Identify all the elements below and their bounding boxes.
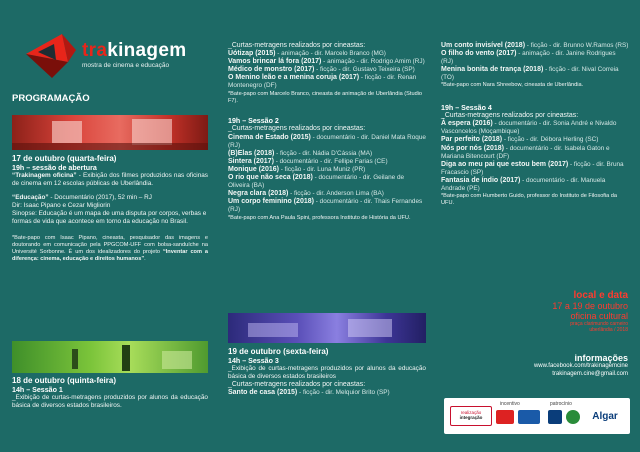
brand-tagline: mostra de cinema e educação: [82, 62, 170, 69]
col2-curtas-heading-3: _Curtas-metragens realizados por cineastas:: [228, 381, 366, 389]
col2-top-block: [228, 42, 426, 222]
photo-green-outdoor: [12, 341, 208, 373]
local-dates: 17 a 19 de outubro: [552, 301, 628, 311]
list-item: Menina bonita de trança (2018) - ficção - dir. Nival Correia (TO): [441, 66, 619, 82]
sponsor-logo-1: [548, 410, 562, 424]
brand-name: trakinagem: [82, 40, 187, 61]
list-item: Negra clara (2018) - ficção - dir. Anderson Lima (BA): [228, 190, 384, 198]
day1-session: 19h – sessão de abertura: [12, 163, 97, 172]
day3-block: [228, 348, 426, 397]
day2-text: _Exibição de curtas-metragens produzidos por alunos da educação básica de diversos estados brasileiros.: [12, 394, 208, 410]
day2-session: 14h – Sessão 1: [12, 385, 63, 394]
list-item: À espera (2016) - documentário - dir. Sonia André e Nivaldo Vasconcelos (Moçambique): [441, 120, 617, 136]
list-item: Sintera (2017) - documentário - dir. Fellipe Farias (CE): [228, 157, 388, 165]
incentive-logo-1: [496, 410, 514, 424]
list-item: O filho do vento (2017) - animação - dir. Janine Rodrigues (RJ): [441, 50, 616, 66]
day3-date: 19 de outubro (sexta-feira): [228, 347, 329, 356]
day1-date: 17 de outubro (quarta-feira): [12, 154, 117, 163]
photo-red-interior: [12, 115, 208, 150]
day1-item2-synopsis: Sinopse: Educação é um mapa de uma disputa por corpos, verbas e formas de vida que acontece em torno da educação no Brasil.: [12, 210, 207, 226]
info-email-link[interactable]: trakinagem.cine@gmail.com: [552, 370, 628, 377]
incentive-logo-2: [518, 410, 540, 424]
col3-top-block: [441, 42, 629, 208]
list-item: Um corpo feminino (2018) - documentário - dir. Thais Fernandes (RJ): [228, 198, 423, 214]
local-city: uberlândia / 2018: [589, 327, 628, 333]
day3-session: 14h – Sessão 3: [228, 356, 279, 365]
list-item: Um conto invisível (2018) - ficção - dir. Brunno W.Ramos (RS): [441, 42, 629, 49]
col2-session2: 19h – Sessão 2: [228, 116, 279, 125]
day2-date: 18 de outubro (quinta-feira): [12, 376, 116, 385]
col3-note1: *Bate-papo com Nara Shreebow, cineasta de Uberlândia.: [441, 82, 584, 89]
list-item: Par perfeito (2018) - ficção - dir. Débora Herling (SC): [441, 136, 599, 144]
info-block: [480, 353, 628, 378]
day3-text: _Exibição de curtas-metragens produzidos por alunos da educação básica de diversos estados brasileiros: [228, 365, 426, 381]
day1-block: [12, 155, 208, 263]
list-item: O rio que não seca (2018) - documentário - dir. Geilane de Oliveira (BA): [228, 174, 405, 190]
list-item: Vamos brincar lá fora (2017) - animação - dir. Rodrigo Amim (RJ): [228, 58, 425, 66]
info-heading: informações: [574, 353, 628, 363]
day1-item2: “Educação” - Documentário (2017), 52 min – RJ: [12, 194, 152, 202]
algar-logo: Algar: [592, 411, 618, 422]
local-address: praça clarimundo carneiro: [570, 321, 628, 327]
col2-curtas-heading-2: _Curtas-metragens realizados por cineastas:: [228, 125, 366, 133]
incentivo-label: incentivo: [500, 401, 520, 407]
info-facebook-link[interactable]: www.facebook.com/trakinagemcine: [533, 363, 628, 369]
patrocinio-label: patrocínio: [550, 401, 572, 407]
day1-item1: “Trakinagem oficina” - Exibição dos filmes produzidos nas oficinas de cinema em 12 escolas públicas de Uberlândia.: [12, 172, 208, 188]
trakinagem-logo-icon: [24, 32, 78, 80]
col2-curtas-heading: _Curtas-metragens realizados por cineastas:: [228, 42, 366, 49]
programacao-heading: PROGRAMAÇÃO: [12, 93, 90, 104]
list-item: Nós por nós (2018) - documentário - dir. Isabela Gaton e Mariana Bitencourt (DF): [441, 144, 610, 160]
day1-note: *Bate-papo com Isaac Pipano, cineasta, pesquisador das imagens e doutorando em comunicação pela PPGCOM-UFF com bolsa-sanduíche na Université Sorbonne. É um dos idealizadores do projeto “Inventar com a diferença: cinema, educação e direitos humanos”.: [12, 234, 208, 263]
list-item: Santo de casa (2015) - ficção - dir. Melquior Brito (SP): [228, 389, 390, 397]
col3-session4: 19h – Sessão 4: [441, 103, 492, 112]
local-heading: local e data: [573, 290, 628, 301]
col2-list1: [228, 50, 426, 90]
local-data-block: [500, 290, 628, 333]
list-item: Médico de monstro (2017) - ficção - dir. Gustavo Teixeira (SP): [228, 66, 415, 74]
list-item: O Menino leão e a menina coruja (2017) - ficção - dir. Renan Montenegro (DF): [228, 74, 417, 90]
day2-block: [12, 377, 208, 410]
list-item: (B)Elas (2018) - ficção - dir. Nádia D'Cássia (MA): [228, 149, 373, 157]
list-item: Diga ao meu pai que estou bem (2017) - ficção - dir. Bruna Fracascio (SP): [441, 160, 624, 176]
col3-note2: *Bate-papo com Humberto Guido, professor do Instituto de Filosofia da UFU.: [441, 193, 617, 207]
col2-list2: [228, 134, 426, 215]
realizacao-logo: realização integração: [450, 406, 492, 426]
list-item: Fantasia de índio (2017) - documentário - dir. Manuela Andrade (PE): [441, 176, 606, 193]
col2-note2: *Bate-papo com Ana Paula Spini, professora Instituto de História da UFU.: [228, 214, 411, 221]
col3-curtas-heading: _Curtas-metragens realizados por cineastas:: [441, 112, 579, 120]
day1-item2-director: Dir: Isaac Pipano e Cezar Migliorin: [12, 202, 111, 210]
sponsor-logos-strip: [444, 398, 630, 434]
sponsor-logo-2: [566, 410, 580, 424]
list-item: Cinema de Estado (2015) - documentário - dir. Daniel Mata Roque (RJ): [228, 133, 426, 149]
list-item: Uótizap (2015) - animação - dir. Marcelo Branco (MG): [228, 50, 386, 58]
col2-note1: *Bate-papo com Marcelo Branco, cineasta de animação de Uberlândia (Studio F7).: [228, 90, 423, 104]
photo-purple-screening: [228, 313, 426, 343]
list-item: Monique (2016) - ficção - dir. Luna Muniz (PR): [228, 165, 366, 173]
local-venue: oficina cultural: [570, 311, 628, 321]
